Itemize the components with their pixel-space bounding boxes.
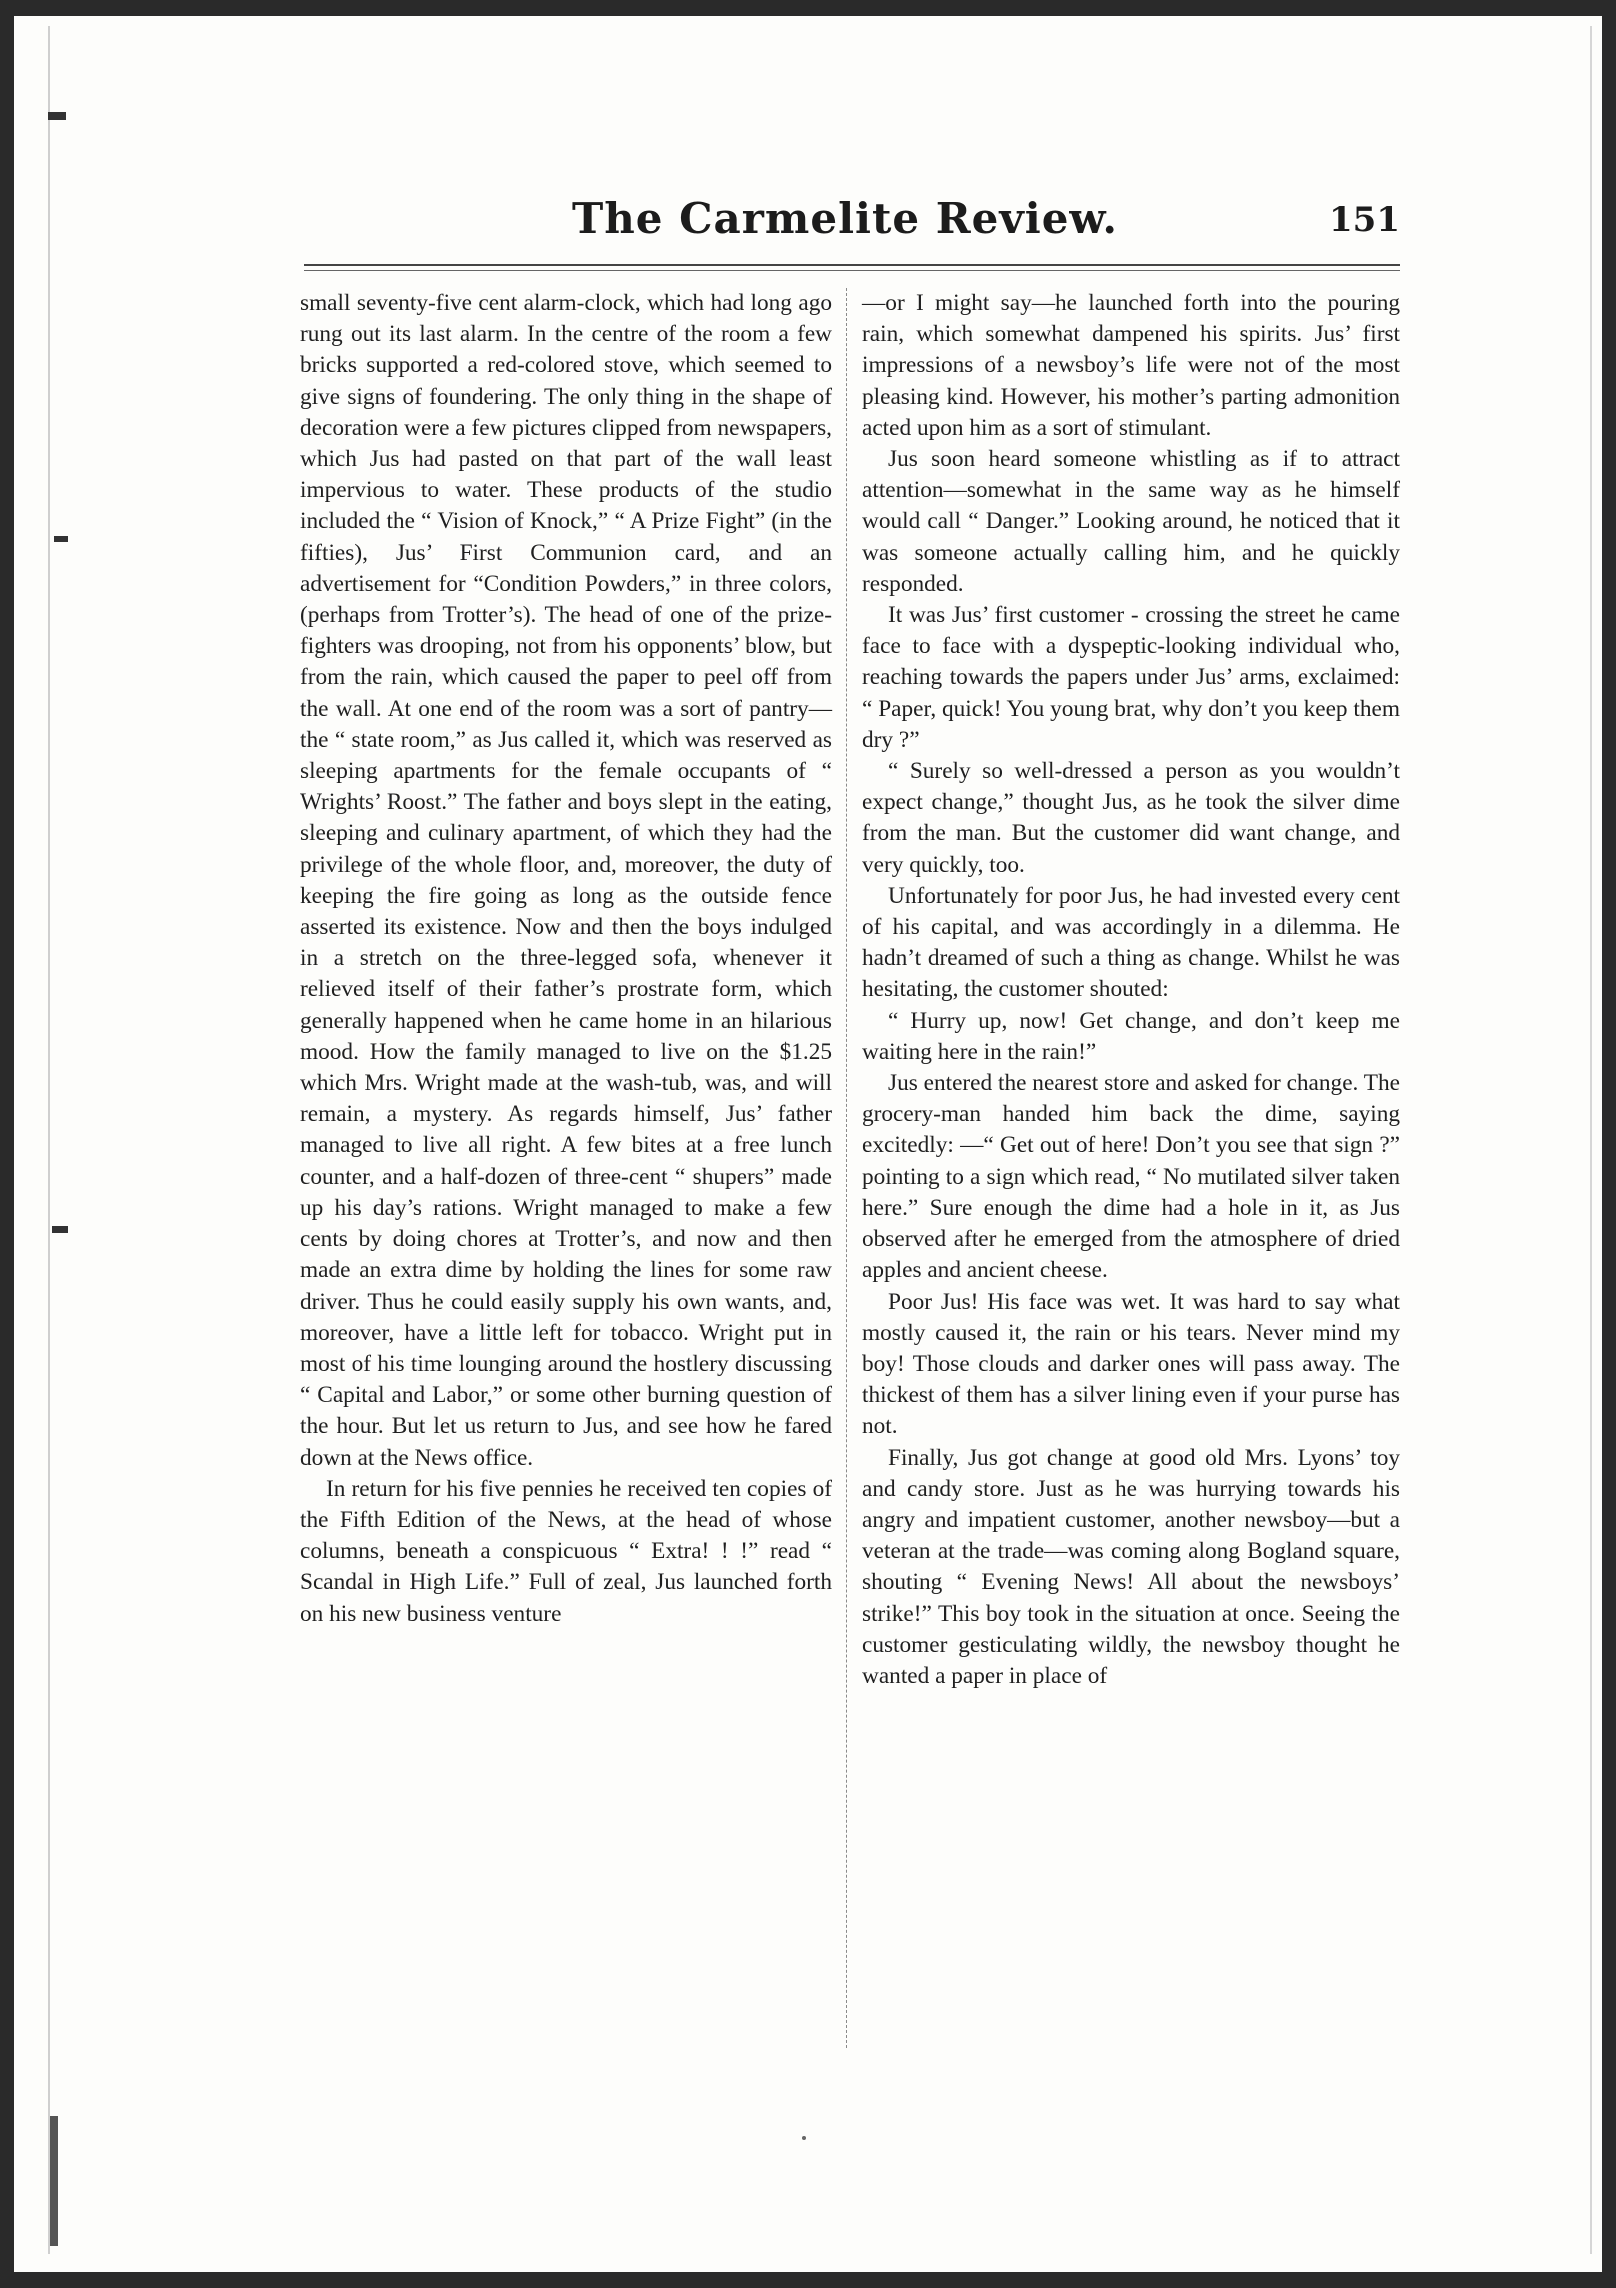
paragraph: Poor Jus! His face was wet. It was hard to say what mostly caused it, the rain or his tears. Never mind my boy! Those clouds and darker ones will pass away. The thickest of them has a silver lining even if your purse has not. xyxy=(862,1288,1400,1440)
scanned-page xyxy=(14,16,1602,2272)
paragraph: “ Hurry up, now! Get change, and don’t keep me waiting here in the rain!” xyxy=(862,1007,1400,1065)
page-number: 151 xyxy=(1329,200,1400,240)
paragraph: It was Jus’ first customer - crossing the street he came face to face with a dyspeptic-looking individual who, reaching towards the papers under Jus’ arms, exclaimed: “ Paper, quick! You young brat, why don’t you keep them dry ?” xyxy=(862,602,1400,753)
journal-title: The Carmelite Review. xyxy=(572,194,1118,243)
paragraph: —or I might say—he launched forth into the pouring rain, which somewhat dampened his spirits. Jus’ first impressions of a newsboy’s life were not of the most pleasing kind. However, his mother’s parting admonition acted upon him as a sort of stimulant. xyxy=(862,290,1400,441)
binding-mark xyxy=(52,1226,68,1233)
binding-mark xyxy=(48,112,66,120)
paragraph: Unfortunately for poor Jus, he had invested every cent of his capital, and was accordingly in a dilemma. He hadn’t dreamed of such a thing as change. Whilst he was hesitating, the customer shouted: xyxy=(862,882,1400,1003)
paragraph: “ Surely so well-dressed a person as you wouldn’t expect change,” thought Jus, as he took the silver dime from the man. But the customer did want change, and very quickly, too. xyxy=(862,758,1400,878)
stray-ink-dot xyxy=(802,2136,806,2140)
running-header xyxy=(290,194,1400,264)
left-column xyxy=(300,288,832,2048)
paragraph: small seventy-five cent alarm-clock, which had long ago rung out its last alarm. In the centre of the room a few bricks supported a red-colored stove, which seemed to give signs of foundering. The only thing in the shape of decoration were a few pictures clipped from newspapers, which Jus had pasted on that part of the wall least impervious to water. These products of the studio included the “ Vision of Knock,” “ A Prize Fight” (in the fifties), Jus’ First Communion card, and an advertisement for “Condition Powders,” in three colors, (perhaps from Trotter’s). The head of one of the prize-fighters was drooping, not from his opponents’ blow, but from the rain, which caused the paper to peel off from the wall. At one end of the room was a sort of pantry—the “ state room,” as Jus called it, which was reserved as sleeping apartments for the female occupants of “ Wrights’ Roost.” The father and boys slept in the eating, sleeping and culinary apartment, of which they had the privilege of the whole floor, and, moreover, the duty of keeping the fire going as long as the outside fence asserted its existence. Now and then the boys indulged in a stretch on the three-legged sofa, whenever it relieved itself of their father’s prostrate form, which generally happened when he came home in an hilarious mood. How the family managed to live on the $1.25 which Mrs. Wright made at the wash-tub, was, and will remain, a mystery. As regards himself, Jus’ father managed to live all right. A few bites at a free lunch counter, and a half-dozen of three-cent “ shupers” made up his day’s rations. Wright managed to make a few cents by doing chores at Trotter’s, and now and then made an extra dime by holding the lines for some raw driver. Thus he could easily supply his own wants, and, moreover, have a little left for tobacco. Wright put in most of his time lounging around the hostlery discussing “ Capital and Labor,” or some other burning question of the hour. But let us return to Jus, and see how he fared down at the News office. xyxy=(300,290,832,1471)
right-column xyxy=(862,288,1400,2048)
paragraph: Finally, Jus got change at good old Mrs. Lyons’ toy and candy store. Just as he was hurrying towards his angry and impatient customer, another newsboy—but a veteran at the trade—was coming along Bogland square, shouting “ Evening News! All about the newsboys’ strike!” This boy took in the situation at once. Seeing the customer gesticulating wildly, the newsboy thought he wanted a paper in place of xyxy=(862,1444,1400,1689)
paragraph: In return for his five pennies he received ten copies of the Fifth Edition of the News, at the head of whose columns, beneath a conspicuous “ Extra! ! !” read “ Scandal in High Life.” Full of zeal, Jus launched forth on his new business venture xyxy=(300,1475,832,1627)
binding-mark xyxy=(50,2116,58,2246)
column-divider xyxy=(846,288,847,2048)
paragraph: Jus entered the nearest store and asked for change. The grocery-man handed him back the dime, saying excitedly: —“ Get out of here! Don’t you see that sign ?” pointing to a sign which read, “ No mutilated silver taken here.” Sure enough the dime had a hole in it, as Jus observed after he emerged from the atmosphere of dried apples and ancient cheese. xyxy=(862,1070,1400,1284)
header-rule xyxy=(304,264,1400,266)
paragraph: Jus soon heard someone whistling as if to attract attention—somewhat in the same way as he himself would call “ Danger.” Looking around, he noticed that it was someone actually calling him, and he quickly responded. xyxy=(862,446,1400,597)
header-rule xyxy=(304,270,1400,271)
binding-mark xyxy=(54,536,68,542)
